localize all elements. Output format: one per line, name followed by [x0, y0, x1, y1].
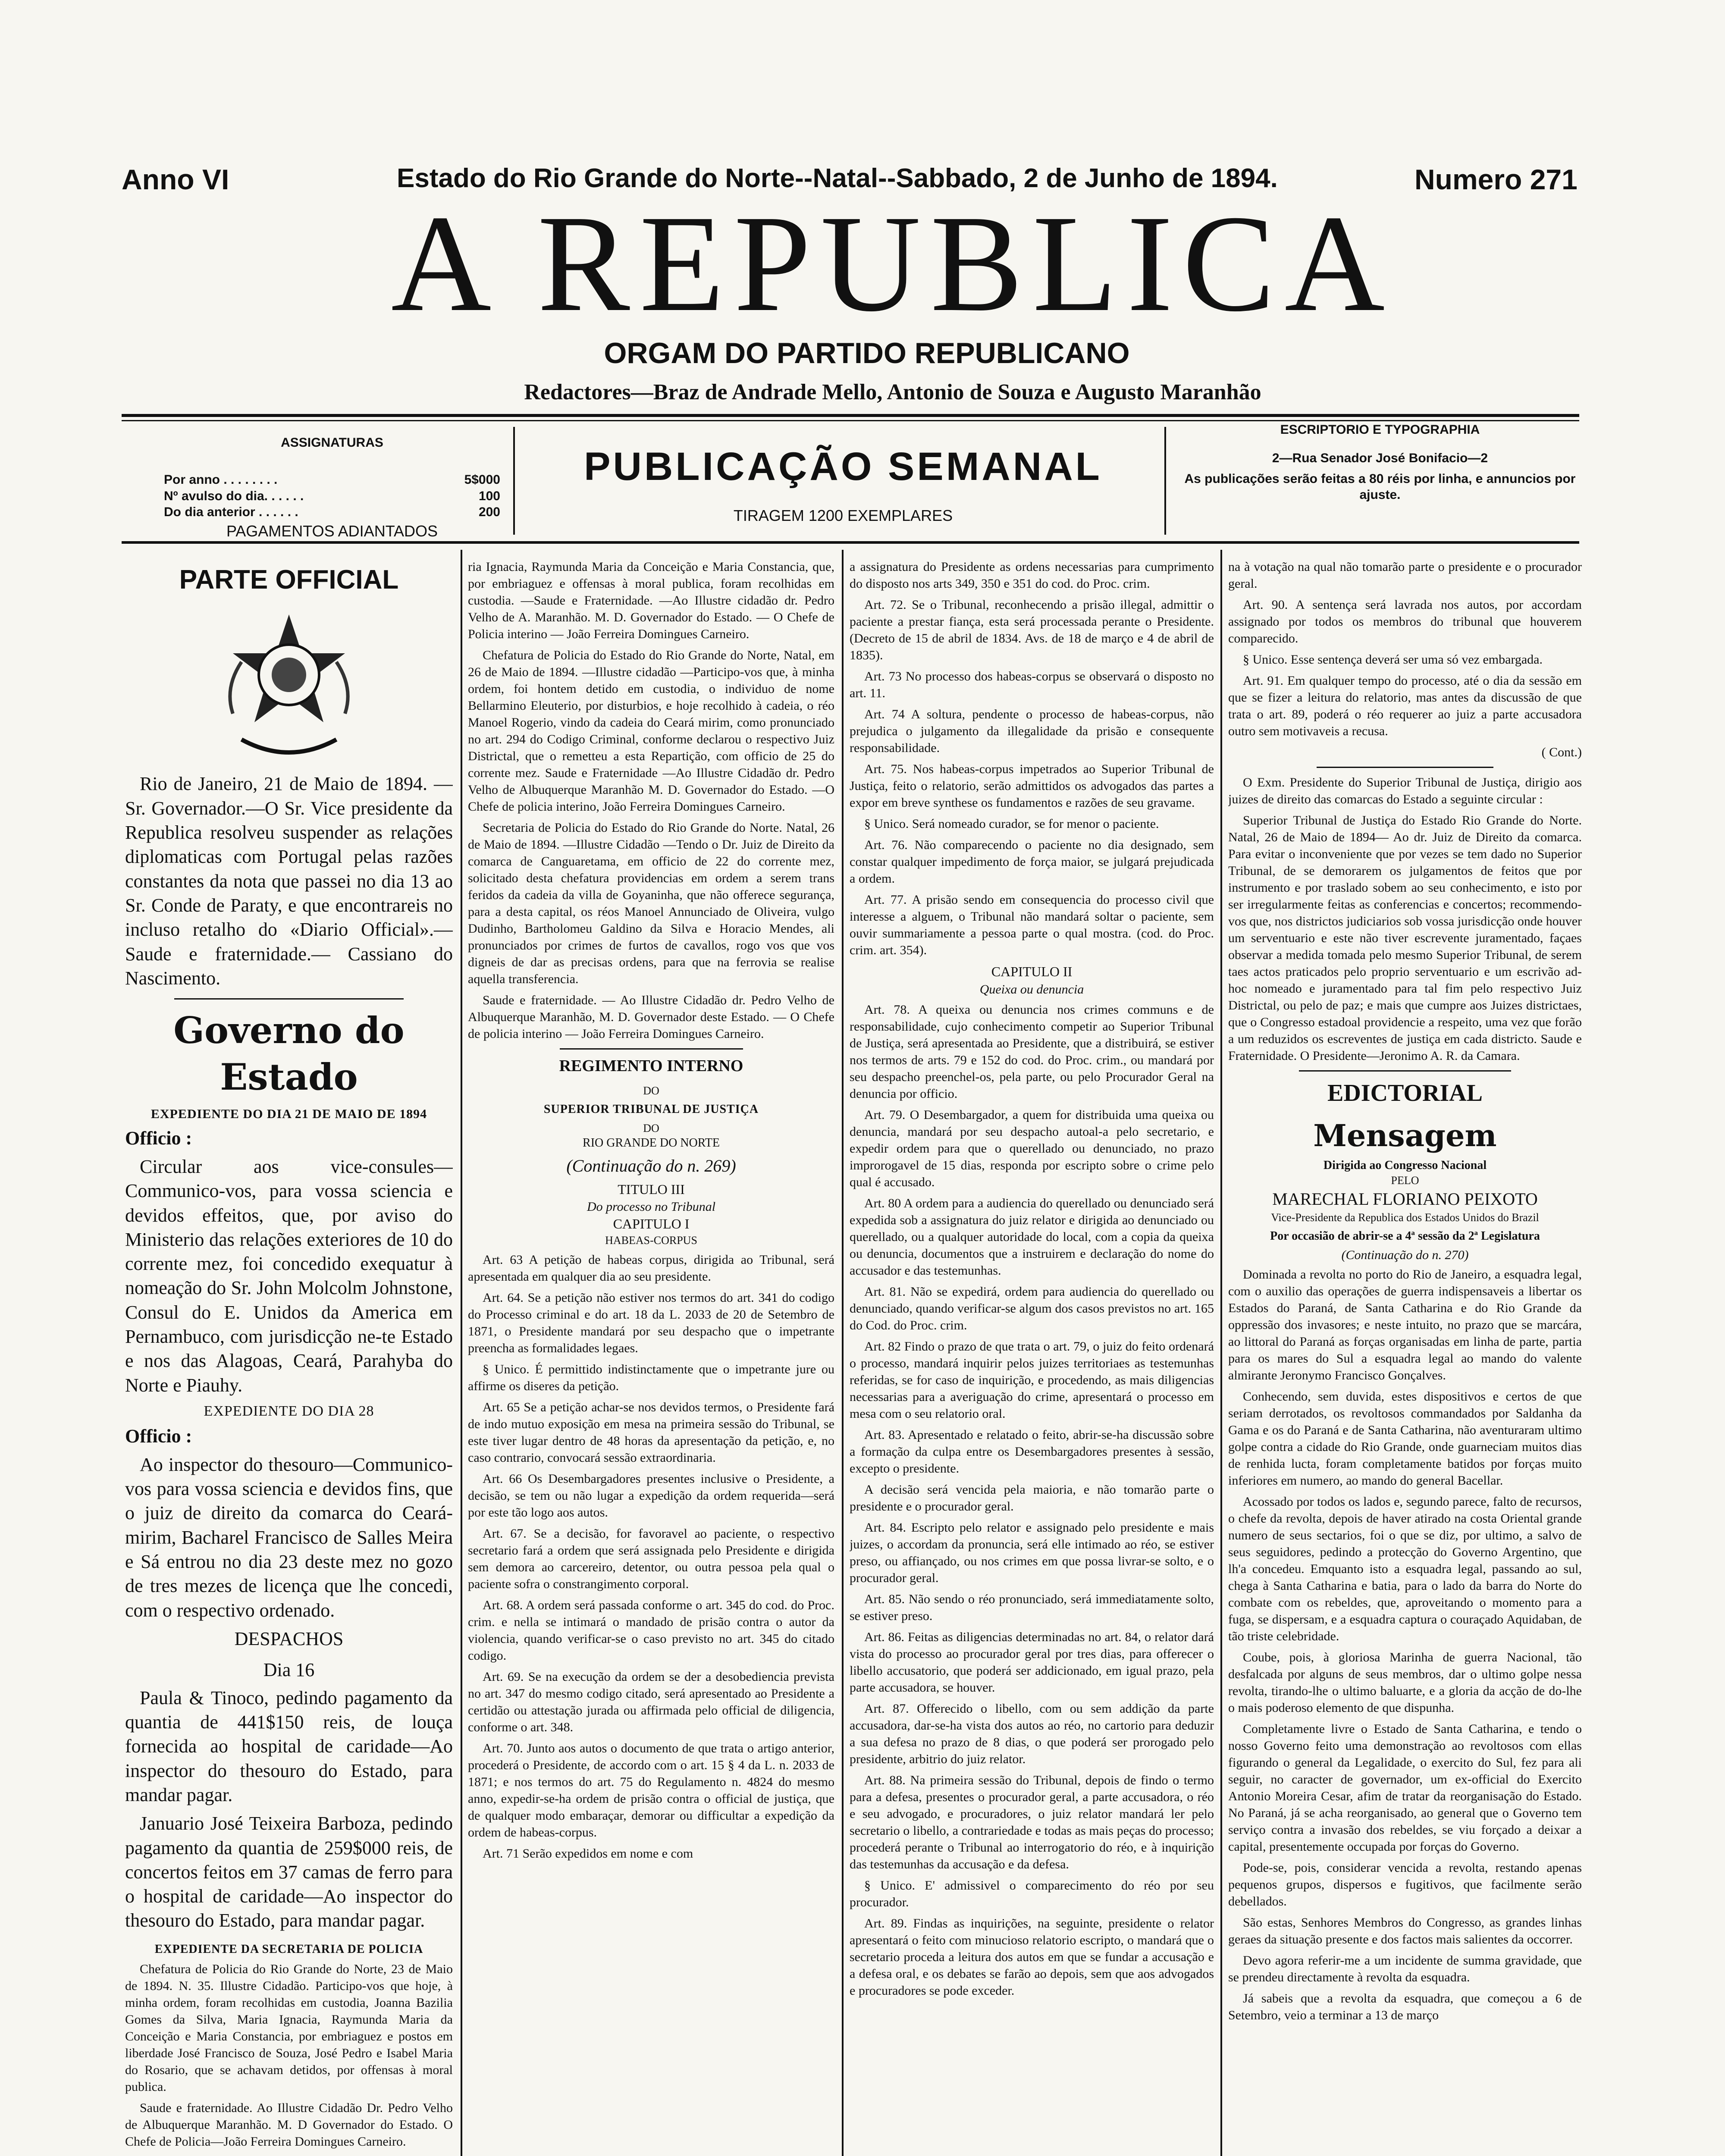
- assignaturas-box: [164, 436, 500, 540]
- article-text: § Unico. Esse sentença deverá ser uma só vez embargada.: [1243, 652, 1543, 667]
- article-text: Art. 79. O Desembargador, a quem for distribuida uma queixa ou denuncia, mandará por seu despacho autoal-a pelo secretario, e expedir ordem para que o querellado ou denunciado, no prazo improrogavel de 15 dias, responda por escripto sobre o crime pelo qual é accusado.: [850, 1107, 1214, 1189]
- article-text: Art. 72. Se o Tribunal, reconhecendo a prisão illegal, admittir o paciente a prestar fiança, esta será processada perante o Presidente. (Decreto de 15 de abril de 1834. Avs. de 18 de março e 4 de abril de 1835).: [850, 598, 1214, 662]
- regimento-tribunal: SUPERIOR TRIBUNAL DE JUSTIÇA: [543, 1103, 759, 1116]
- article-text: Art. 70. Junto aos autos o documento de que trata o artigo anterior, procederá o Presidente, de accordo com o art. 15 § 4 da L. n. 2033 de 1871; e nos termos do art. 75 do Regulamento n. 4824 do mesmo anno, expedir-se-ha ordem de prisão contra o official de justiça, que de qualquer modo embaraçar, demorar ou difficultar a expedição da ordem de habeas-corpus.: [468, 1741, 834, 1839]
- article-text: Art. 88. Na primeira sessão do Tribunal, depois de findo o termo para a defesa, presentes o procurador geral, a parte accusadora, o réo e seu advogado, e procuradores, o juiz relator mandará ler pelo secretario o libello, a contrariedade e todas as mais peças do processo; procederá perante o Tribunal ao interrogatorio do réo, e à inquirição das testemunhas da accusação e da defesa.: [850, 1773, 1214, 1871]
- expediente-21-heading: EXPEDIENTE DO DIA 21 DE MAIO DE 1894: [151, 1107, 427, 1122]
- regimento-do: DO: [643, 1122, 659, 1134]
- officio-text: Circular aos vice-consules—Communico-vos, para vossa sciencia e devidos effeitos, que, por aviso do Ministerio das relações exteriores de 10 do corrente mez, foi concedido exequatur à nomeação do Sr. John Molcolm Johnstone, Consul do E. Unidos da America em Pernambuco, com jurisdicção ne-te Estado e nos das Alagoas, Ceará, Parahyba do Norte e Piauhy.: [125, 1156, 453, 1396]
- assignaturas-heading: ASSIGNATURAS: [281, 436, 383, 450]
- anno-label: Anno VI: [122, 163, 229, 195]
- article-text: Art. 69. Se na execução da ordem se der a desobediencia prevista no art. 347 do mesmo codigo citado, será apresentado ao Presidente a certidão ou attestação jurada ou affirmada pelo official de diligencia, conforme o art. 348.: [468, 1669, 834, 1734]
- processo-heading: Do processo no Tribunal: [586, 1200, 716, 1214]
- policia-text: Chefatura de Policia do Rio Grande do Norte, 23 de Maio de 1894. N. 35. Illustre Cidadão. Participo-vos que hoje, à minha ordem, foram recolhidas em custodia, Joanna Bazilia Gomes da Silva, Maria Ignacia, Raymunda Maria da Conceição e Maria Constancia, por embriaguez e postos em liberdade José Francisco de Souza, José Pedro e Isabel Maria do Rosario, que se achavam detidos, por offensas à moral publica.: [125, 1962, 453, 2094]
- article-text: § Unico. E' admissivel o comparecimento do réo por seu procurador.: [850, 1878, 1214, 1909]
- pagamentos-label: PAGAMENTOS ADIANTADOS: [226, 522, 438, 540]
- assignaturas-row: Por anno . . . . . . . . 5$000: [164, 473, 500, 487]
- article-text: Art. 76. Não comparecendo o paciente no dia designado, sem constar qualquer impedimento de força maior, se julgará prejudicada a ordem.: [850, 838, 1214, 886]
- article-text: Art. 80 A ordem para a audiencia do querellado ou denunciado será expedida sob a assignatura do juiz relator e dirigida ao denunciado ou querellado, ou a qualquer autoridade do local, com a copia da queixa ou denuncia, documentos que a instruirem e declaração do nome do accusador e das testemunhas.: [850, 1196, 1214, 1278]
- edictorial-heading: EDICTORIAL: [1327, 1080, 1483, 1106]
- policia-text: ria Ignacia, Raymunda Maria da Conceição e Maria Constancia, que, por embriaguez e offensas à moral publica, foram recolhidas em custodia. —Saude e Fraternidade. —Ao Illustre cidadão dr. Pedro Velho de A. Maranhão. M. D. Governador do Estado. — O Chefe de Policia interino — João Ferreira Domingues Carneiro.: [468, 560, 834, 641]
- continuacao-note: (Continuação do n. 270): [1341, 1248, 1469, 1263]
- article-text: Art. 71 Serão expedidos em nome e com: [483, 1846, 693, 1861]
- continuacao-note: (Continuação do n. 269): [566, 1156, 736, 1175]
- mensagem-text: Dominada a revolta no porto do Rio de Janeiro, a esquadra legal, com o auxilio das operações de guerra indispensaveis a libertar os Estados do Paraná, de Santa Catharina e do Rio Grande da oppressão dos invasores; e neste intuito, no prazo que se marcára, ao littoral do Paraná as forças organisadas em linha de parte, partia para os mares do Sul a esquadra legal ao mando do valente almirante Jeronymo Francisco Gonçalves.: [1228, 1267, 1582, 1383]
- expediente-policia-heading: EXPEDIENTE DA SECRETARIA DE POLICIA: [154, 1942, 423, 1956]
- escriptorio-note: As publicações serão feitas a 80 réis por linha, e annuncios por ajuste.: [1184, 471, 1576, 502]
- officio-label: Officio :: [125, 1127, 192, 1149]
- coat-of-arms-icon: [216, 610, 362, 765]
- article-text: Art. 64. Se a petição não estiver nos termos do art. 341 do codigo do Processo criminal e do art. 18 da L. 2033 de 20 de Setembro de 1871, o Presidente mandará por seu despacho que o impetrante preencha as formalidades legaes.: [468, 1290, 834, 1355]
- despachos-heading: DESPACHOS: [234, 1628, 344, 1650]
- governo-heading: Governo do Estado: [173, 1009, 405, 1098]
- article-text: Art. 91. Em qualquer tempo do processo, até o dia da sessão em que se fizer a leitura do relatorio, mas antes da discussão de que trata o art. 89, poderá o réo requerer ao juiz a parte accusadora outro sem motivaveis a recusa.: [1228, 674, 1582, 738]
- mensagem-heading: Mensagem: [1313, 1117, 1497, 1153]
- article-text: Art. 68. A ordem será passada conforme o art. 345 do cod. do Proc. crim. e nella se intimará o mandado de prisão contra o autor da violencia, quando verificar-se o caso previsto no art. 345 do citado codigo.: [468, 1598, 834, 1663]
- article-text: Art. 87. Offerecido o libello, com ou sem addição da parte accusadora, dar-se-ha vista dos autos ao réo, no cartorio para deduzir a sua defesa no prazo de 8 dias, o que poderá ser prorogado pelo presidente, arbitrio do juiz relator.: [850, 1701, 1214, 1766]
- article-text: Art. 81. Não se expedirá, ordem para audiencia do querellado ou denunciado, quando verificar-se algum dos casos previstos no art. 165 do Cod. do Proc. crim.: [850, 1284, 1214, 1332]
- article-text: Art. 77. A prisão sendo em consequencia do processo civil que interesse a alguem, o Tribunal não mandará soltar o paciente, sem ouvir summariamente a pessoa parte o qual mostra. (cod. do Proc. crim. art. 354).: [850, 893, 1214, 957]
- capitulo-heading: CAPITULO II: [991, 964, 1073, 979]
- officio-label: Officio :: [125, 1425, 192, 1447]
- article-text: Art. 66 Os Desembargadores presentes inclusive o Presidente, a decisão, se tem ou não lugar a expedição da ordem requerida—será por este tão logo aos autos.: [468, 1471, 834, 1520]
- column-divider: [461, 550, 462, 2156]
- article-text: Art. 83. Apresentado e relatado o feito, abrir-se-ha discussão sobre a formação da culpa entre os Desembargadores presentes à sessão, excepto o presidente.: [850, 1427, 1214, 1476]
- despacho-text: Paula & Tinoco, pedindo pagamento da quantia de 441$150 reis, de louça fornecida ao hospital de caridade—Ao inspector do thesouro do Estado, para mandar pagar.: [125, 1687, 453, 1805]
- column-4: [1228, 558, 1582, 2156]
- policia-text: Saude e fraternidade. Ao Illustre Cidadão Dr. Pedro Velho de Albuquerque Maranhão. M. D Governador do Estado. O Chefe de Policia—João Ferreira Domingues Carneiro.: [125, 2100, 453, 2149]
- regimento-do: DO: [643, 1084, 659, 1097]
- numero-label: Numero 271: [1414, 163, 1578, 195]
- assignaturas-row: Nº avulso do dia. . . . . . 100: [164, 489, 500, 503]
- pelo-line: PELO: [1391, 1174, 1419, 1187]
- column-divider: [842, 550, 844, 2156]
- mensagem-text: São estas, Senhores Membros do Congresso, as grandes linhas geraes da situação presente e dos factos mais salientes da occorrer.: [1228, 1915, 1582, 1947]
- article-text: na à votação na qual não tomarão parte o presidente e o procurador geral.: [1228, 560, 1582, 591]
- mensagem-text: Devo agora referir-me a um incidente de summa gravidade, que se prendeu directamente à revolta da esquadra.: [1228, 1953, 1582, 1985]
- policia-text: Chefatura de Policia do Estado do Rio Grande do Norte, Natal, em 26 de Maio de 1894. —Illustre cidadão —Participo-vos que, à minha ordem, foi hontem detido em custodia, o individuo de nome Bellarmino Eleuterio, por disturbios, e hoje recolhido à cadeia, o réo Manoel Rogerio, vindo da cadeia do Ceará mirim, como pronunciado no art. 294 do Codigo Criminal, conforme declarou o respectivo Juiz Districtal, que o remetteu a esta Repartição, com officio de 25 do corrente mez. Saude e Fraternidade —Ao Illustre Cidadão dr. Pedro Velho de Albuquerque Maranhão M. D. Governador do Estado. —O Chefe de policia interino, João Ferreira Domingues Carneiro.: [468, 648, 834, 814]
- escriptorio-box: [1182, 423, 1578, 503]
- occasiao-line: Por occasião de abrir-se a 4ª sessão da 2ª Legislatura: [1270, 1229, 1540, 1243]
- parte-official-heading: PARTE OFFICIAL: [179, 565, 399, 595]
- article-text: § Unico. Será nomeado curador, se for menor o paciente.: [864, 817, 1159, 831]
- officio-text: Ao inspector do thesouro—Communico-vos para vossa sciencia e devidos fins, que o juiz de direito da comarca do Ceará-mirim, Bacharel Francisco de Salles Meira e Sá entrou no dia 23 deste mez no gozo de tres mezes de licença que lhe concedi, com o respectivo ordenado.: [125, 1454, 453, 1621]
- section-divider: [1317, 767, 1493, 768]
- coat-of-arms: [125, 604, 453, 772]
- column-divider: [1220, 550, 1222, 2156]
- section-divider: [560, 1048, 743, 1050]
- article-text: Art. 84. Escripto pelo relator e assignado pelo presidente e mais juizes, o accordam da pronuncia, será elle intimado ao réo, se estiver preso, ou affiançado, ou nos crimes em que possa livrar-se solto, e o procurador geral.: [850, 1520, 1214, 1585]
- article-text: Art. 86. Feitas as diligencias determinadas no art. 84, o relator dará vista do processo ao procurador geral por tres dias, para offerecer o libello accusatorio, que poderá ser addicionado, em igual prazo, pela parte accusadora, se houver.: [850, 1630, 1214, 1695]
- assignaturas-row: Do dia anterior . . . . . . 200: [164, 505, 500, 519]
- dia16-heading: Dia 16: [263, 1659, 315, 1681]
- expediente-28-heading: EXPEDIENTE DO DIA 28: [204, 1403, 374, 1420]
- escriptorio-heading: ESCRIPTORIO E TYPOGRAPHIA: [1280, 423, 1480, 437]
- masthead-rule-top: [122, 414, 1579, 417]
- habeas-heading: HABEAS-CORPUS: [605, 1234, 697, 1247]
- policia-text: Saude e fraternidade. — Ao Illustre Cidadão dr. Pedro Velho de Albuquerque Maranhão, M. D. Governador deste Estado. — O Chefe de policia interino — João Ferreira Domingues Carneiro.: [468, 993, 834, 1041]
- continua-note: ( Cont.): [1541, 745, 1582, 759]
- column-3: [850, 558, 1214, 2156]
- article-text: a assignatura do Presidente as ordens necessarias para cumprimento do disposto nos arts 349, 350 e 351 do cod. do Proc. crim.: [850, 560, 1214, 591]
- article-text: Art. 85. Não sendo o réo pronunciado, será immediatamente solto, se estiver preso.: [850, 1592, 1214, 1623]
- newspaper-subtitle: ORGAM DO PARTIDO REPUBLICANO: [604, 337, 1130, 370]
- mensagem-text: Acossado por todos os lados e, segundo parece, falto de recursos, o chefe da revolta, depois de haver atirado na costa Oriental grande numero de seus sectarios, foi o que se diz, por ultimo, a salvo de seus seguidores, pedindo a protecção do Governo Argentino, que lh'a concedeu. Emquanto isto a esquadra legal, passando ao sul, chega à Santa Catharina e batia, para o lado da barra do Norte do combate com os rebeldes, que, aproveitando o momento para a fuga, se dispersam, e a esquadra captura o couraçado Aquidaban, de tão triste celebridade.: [1228, 1495, 1582, 1644]
- article-text: Art. 63 A petição de habeas corpus, dirigida ao Tribunal, será apresentada em qualquer dia ao seu presidente.: [468, 1252, 834, 1284]
- despacho-text: Januario José Teixeira Barboza, pedindo pagamento da quantia de 259$000 reis, de concertos feitos em 37 camas de ferro para o hospital de caridade—Ao inspector do thesouro do Estado, para mandar pagar.: [125, 1813, 453, 1931]
- dirigida-line: Dirigida ao Congresso Nacional: [1323, 1158, 1487, 1172]
- tiragem-label: TIRAGEM 1200 EXEMPLARES: [733, 507, 953, 524]
- mensagem-text: Pode-se, pois, considerar vencida a revolta, restando apenas pequenos grupos, dispersos e fugitivos, que facilmente serão debellados.: [1228, 1861, 1582, 1909]
- section-divider: [174, 998, 404, 1000]
- policia-text: Secretaria de Policia do Estado do Rio Grande do Norte. Natal, 26 de Maio de 1894. —Illustre Cidadão —Tendo o Dr. Juiz de Direito da comarca de Canguaretama, em officio de 22 do corrente mez, solicitado desta chefatura providencias em ordem a serem trans feridos da cadeia da villa de Goyaninha, que não offerece segurança, para a desta capital, os réos Manoel Annunciado de Oliveira, vulgo Dudinho, Bartholomeu Galdino da Silva e Horacio Mendes, ali pronunciados por crimes de furtos de cavallos, rogo vos que vos digneis de dar as precisas ordens, para que na ferrovia se realise aquella transferencia.: [468, 821, 834, 986]
- article-text: Art. 65 Se a petição achar-se nos devidos termos, o Presidente fará de indo mutuo exposição em mesa na primeira sessão do Tribunal, se este tiver lugar dentro de 48 horas da apresentação da petição, e, no caso contrario, convocará sessão extraordinaria.: [468, 1400, 834, 1465]
- publicacao-title: PUBLICAÇÃO SEMANAL: [584, 445, 1102, 489]
- dateline: Estado do Rio Grande do Norte--Natal--Sabbado, 2 de Junho de 1894.: [397, 163, 1278, 193]
- article-text: Art. 78. A queixa ou denuncia nos crimes communs e de responsabilidade, cujo conhecimento competir ao Superior Tribunal de Justiça, será apresentada ao Presidente, que a distribuirá, se estiver nos termos de arts. 79 e 152 do cod. do Proc. crim., ou mandará por seu despacho preenchel-os, pela parte, ou pelo Procurador Geral na denuncia por officio.: [850, 1002, 1214, 1101]
- mensagem-text: Já sabeis que a revolta da esquadra, que começou a 6 de Setembro, veio a terminar a 13 de março: [1228, 1991, 1582, 2023]
- column-1: [125, 558, 453, 2156]
- boxes-rule: [122, 541, 1579, 544]
- mensagem-text: Conhecendo, sem duvida, estes dispositivos e certos de que seriam derrotados, os revoltosos commandados por Saldanha da Gama e os do Paraná e de Santa Catharina, não aventuraram ultimo golpe contra a cidade do Rio Grande, onde guarneciam muitos dias de renhida lucta, foram completamente batidos por forças muito inferiores em numero, ao mando do general Bacellar.: [1228, 1389, 1582, 1488]
- article-text: Art. 89. Findas as inquirições, na seguinte, presidente o relator apresentará o feito com minucioso relatorio escripto, o mandará que o secretario proceda a leitura dos autos em que se fundar a accusação e a defesa oral, e os debates se farão ao depois, sem que aos advogados e procuradores se pode exceder.: [850, 1916, 1214, 1998]
- escriptorio-address: 2—Rua Senador José Bonifacio—2: [1272, 451, 1488, 465]
- titulo-heading: TITULO III: [618, 1181, 685, 1197]
- redactores-line: Redactores—Braz de Andrade Mello, Antonio de Souza e Augusto Maranhão: [524, 380, 1261, 404]
- article-text: Art. 73 No processo dos habeas-corpus se observará o disposto no art. 11.: [850, 669, 1214, 700]
- regimento-heading: REGIMENTO INTERNO: [559, 1057, 743, 1075]
- box-divider: [513, 427, 515, 535]
- vice-line: Vice-Presidente da Republica dos Estados Unidos do Brazil: [1271, 1211, 1539, 1224]
- regimento-estado: RIO GRANDE DO NORTE: [583, 1136, 720, 1150]
- article-text: Art. 67. Se a decisão, for favoravel ao paciente, o respectivo secretario fará a ordem que será assignada pelo Presidente e dirigida sem demora ao carcereiro, detentor, ou outra pessoa pela qual o paciente sofra o constrangimento corporal.: [468, 1526, 834, 1591]
- telegram-text: Rio de Janeiro, 21 de Maio de 1894. —Sr. Governador.—O Sr. Vice presidente da Republica resolveu suspender as relações diplomaticas com Portugal pelas razões constantes da nota que passei no dia 13 ao Sr. Conde de Paraty, e que encontrareis no incluso retalho do «Diario Official».—Saude e fraternidade.— Cassiano do Nascimento.: [125, 773, 453, 989]
- column-2: [468, 558, 834, 2156]
- newspaper-title: A REPUBLICA: [391, 186, 1395, 340]
- article-text: A decisão será vencida pela maioria, e não tomarão parte o presidente e o procurador geral.: [850, 1482, 1214, 1514]
- marechal-line: MARECHAL FLORIANO PEIXOTO: [1272, 1189, 1538, 1209]
- mensagem-text: Completamente livre o Estado de Santa Catharina, e tendo o nosso Governo feito uma demonstração ao revoltosos com ellas figurando o general da Legalidade, o exercito do Sul, fez para ali seguir, no caracter de governador, um ex-official do Exercito Antonio Moreira Cesar, afim de tratar da reorganisação do Estado. No Paraná, já se acha reorganisado, ao general que o Governo tem serviço contra a invasão dos rebeldes, se viu forçado a deixar a capital, presentemente occupada por forças do Governo.: [1228, 1722, 1582, 1854]
- mensagem-text: Coube, pois, à gloriosa Marinha de guerra Nacional, tão desfalcada por alguns de seus membros, dar o ultimo golpe nessa revolta, tirando-lhe o ultimo baluarte, e a gloria da acção de do-lhe o mais poderoso elemento de que dispunha.: [1228, 1650, 1582, 1715]
- policia-text: [125, 2154, 453, 2156]
- section-divider: [1299, 1070, 1511, 1072]
- article-text: Superior Tribunal de Justiça do Estado Rio Grande do Norte. Natal, 26 de Maio de 1894— Ao dr. Juiz de Direito da comarca. Para evitar o inconveniente que por vezes se tem dado no Superior Tribunal, de se demorarem os julgamentos de feitos que por instrumento e por traslado sobem ao seu conhecimento, e isto por ser irregularmente feitas as conferencias e concertos; recommendo-vos que, nos districtos judiciarios sob vossa jurisdicção onde houver um serventuario e este não tiver escrevente juramentado, façaes observar a medida tomada pelo mesmo Superior Tribunal, de serem taes actos praticados pelo proprio serventuario e um escrivão ad-hoc nomeado e juramentado para tal fim pelo respectivo Juiz Districtal, ou pelo de paz; e mais que cumpre aos Juizes districtaes, que o Congresso estadoal providencie a respeito, uma vez que forão a um reduzidos os escreventes de justiça em cada districto. Saude e Fraternidade. O Presidente—Jeronimo A. R. da Camara.: [1228, 813, 1582, 1063]
- article-text: Art. 74 A soltura, pendente o processo de habeas-corpus, não prejudica o julgamento da illegalidade da prisão e consequente responsabilidade.: [850, 707, 1214, 755]
- article-text: Art. 90. A sentença será lavrada nos autos, por accordam assignado por todos os membros do tribunal que houverem comparecido.: [1228, 598, 1582, 646]
- article-text: Art. 82 Findo o prazo de que trata o art. 79, o juiz do feito ordenará o processo, mandará inquirir pelos juizes territoriaes as testemunhas referidas, se for caso de inquirição, e procedendo, as mais diligencias necessarias para a averiguação do crime, apresentará o processo em mesa com o seu relatorio oral.: [850, 1339, 1214, 1421]
- masthead-rule-bottom: [122, 420, 1579, 421]
- publicacao-box: [530, 444, 1156, 525]
- article-text: Art. 75. Nos habeas-corpus impetrados ao Superior Tribunal de Justiça, feito o relatorio, serão admittidos os advogados das partes a expor em breve synthese os fundamentos e razões de seu gravame.: [850, 762, 1214, 810]
- article-text: § Unico. É permittido indistinctamente que o impetrante jure ou affirme os diseres da petição.: [468, 1362, 834, 1393]
- box-divider: [1164, 427, 1166, 535]
- article-text: O Exm. Presidente do Superior Tribunal de Justiça, dirigio aos juizes de direito das comarcas do Estado a seguinte circular :: [1228, 775, 1582, 806]
- capitulo-heading: CAPITULO I: [613, 1216, 690, 1232]
- queixa-heading: Queixa ou denuncia: [979, 982, 1084, 997]
